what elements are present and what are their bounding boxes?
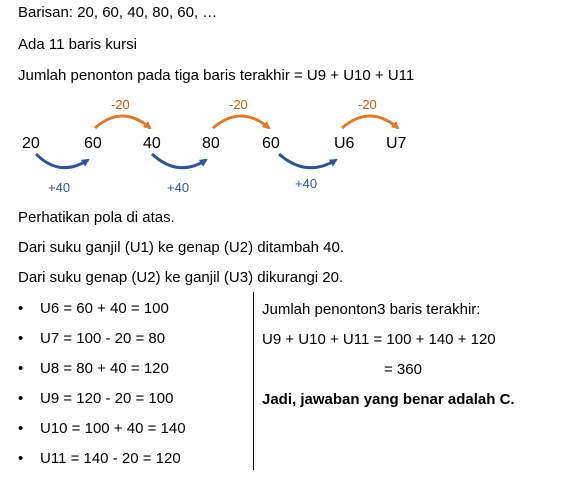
plus-arrow-2 xyxy=(152,154,206,168)
list-item xyxy=(18,360,186,390)
minus-label-1: -20 xyxy=(111,97,130,112)
plus-label-3: +40 xyxy=(295,176,318,191)
plus-label-1: +40 xyxy=(48,180,71,195)
minus-arrow-2 xyxy=(213,116,269,128)
term-3: 40 xyxy=(143,135,161,152)
term-2: 60 xyxy=(84,135,102,152)
minus-label-2: -20 xyxy=(229,97,248,112)
sum-equation: U9 + U10 + U11 = 100 + 140 + 120 xyxy=(262,331,496,348)
sum-result: = 360 xyxy=(384,361,422,378)
list-item-text: U10 = 100 + 40 = 140 xyxy=(40,420,186,437)
term-7: U7 xyxy=(386,135,407,152)
bullet-marker: • xyxy=(18,450,24,467)
bullet-marker: • xyxy=(18,330,24,347)
list-item-text: U6 = 60 + 40 = 100 xyxy=(40,300,169,317)
plus-label-2: +40 xyxy=(167,180,190,195)
calculation-list xyxy=(18,300,186,480)
explanation-line-3: Dari suku genap (U2) ke ganjil (U3) dikurangi 20. xyxy=(18,269,344,286)
plus-arrow-1 xyxy=(36,154,88,168)
minus-arrow-3 xyxy=(342,116,398,128)
conclusion-text: Jadi, jawaban yang benar adalah C. xyxy=(262,391,515,408)
bullet-marker: • xyxy=(18,420,24,437)
list-item-text: U9 = 120 - 20 = 100 xyxy=(40,390,174,407)
term-5: 60 xyxy=(262,135,280,152)
bullet-marker: • xyxy=(18,390,24,407)
sequence-diagram xyxy=(0,88,573,208)
explanation-line-1: Perhatikan pola di atas. xyxy=(18,209,175,226)
minus-label-3: -20 xyxy=(358,97,377,112)
jumlah-text: Jumlah penonton pada tiga baris terakhir = U9 + U10 + U11 xyxy=(18,67,415,84)
minus-arrow-1 xyxy=(95,116,150,128)
list-item xyxy=(18,300,186,330)
plus-arrow-3 xyxy=(279,154,336,168)
kursi-text: Ada 11 baris kursi xyxy=(18,36,137,53)
list-item xyxy=(18,330,186,360)
list-item xyxy=(18,390,186,420)
list-item-text: U8 = 80 + 40 = 120 xyxy=(40,360,169,377)
list-item-text: U7 = 100 - 20 = 80 xyxy=(40,330,166,347)
sum-title: Jumlah penonton3 baris terakhir: xyxy=(262,301,481,318)
explanation-line-2: Dari suku ganjil (U1) ke genap (U2) ditambah 40. xyxy=(18,239,344,256)
term-4: 80 xyxy=(202,135,220,152)
list-item xyxy=(18,420,186,450)
bullet-marker: • xyxy=(18,360,24,377)
bullet-marker: • xyxy=(18,300,24,317)
column-divider xyxy=(253,292,254,470)
barisan-text: Barisan: 20, 60, 40, 80, 60, … xyxy=(18,4,218,21)
list-item-text: U11 = 140 - 20 = 120 xyxy=(40,450,181,467)
term-6: U6 xyxy=(334,135,355,152)
term-1: 20 xyxy=(22,135,40,152)
